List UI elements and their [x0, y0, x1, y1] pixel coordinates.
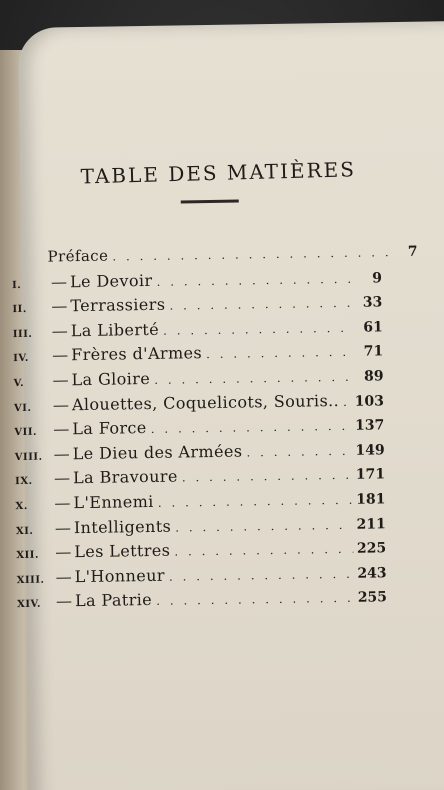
chapter-title: Intelligents	[73, 516, 172, 537]
dot-leader	[169, 296, 352, 313]
page-number: 211	[356, 515, 386, 533]
chapter-title: Terrassiers	[70, 294, 166, 316]
page-content	[11, 21, 444, 790]
chapter-numeral: XIII.	[16, 574, 45, 586]
page-number: 149	[355, 442, 385, 459]
dot-leader	[156, 591, 354, 608]
chapter-dash: —	[51, 296, 68, 316]
chapter-numeral: IX.	[15, 476, 33, 488]
chapter-dash: —	[55, 542, 72, 562]
page-number: 137	[354, 417, 385, 434]
chapter-title: La Force	[72, 418, 147, 439]
chapter-title: L'Honneur	[74, 565, 166, 586]
page-number: 103	[354, 392, 385, 410]
chapter-numeral: VI.	[13, 402, 32, 414]
toc-entry	[17, 587, 387, 617]
page-number: 243	[357, 564, 387, 582]
chapter-numeral: XII.	[16, 549, 39, 562]
dot-leader	[206, 345, 353, 361]
chapter-numeral: IV.	[13, 353, 29, 365]
dot-leader	[158, 493, 353, 510]
page-number: 7	[407, 243, 418, 260]
dot-leader	[175, 517, 353, 534]
chapter-dash: —	[53, 419, 70, 439]
book-page	[11, 21, 444, 790]
chapter-dash: —	[54, 517, 71, 538]
chapter-dash: —	[54, 493, 71, 513]
dot-leader	[112, 245, 387, 263]
chapter-title: Frères d'Armes	[70, 343, 203, 365]
page-number: 89	[363, 368, 384, 385]
page-number: 181	[356, 491, 386, 508]
chapter-numeral: XI.	[15, 525, 34, 537]
page-number: 71	[363, 343, 384, 360]
chapter-dash: —	[51, 321, 68, 341]
dot-leader	[154, 370, 354, 387]
title-rule	[181, 200, 239, 204]
page-number: 33	[362, 294, 383, 311]
chapter-numeral: VII.	[14, 426, 38, 439]
chapter-numeral: II.	[12, 304, 27, 316]
page-number: 171	[355, 466, 386, 484]
chapter-dash: —	[55, 591, 73, 611]
dot-leader	[169, 567, 354, 584]
dot-leader	[174, 542, 353, 559]
chapter-dash: —	[53, 468, 71, 488]
chapter-title: L'Ennemi	[73, 491, 154, 513]
chapter-dash: —	[52, 394, 70, 415]
chapter-title: Les Lettres	[74, 540, 171, 562]
page-title: TABLE DES MATIÈRES	[80, 157, 357, 189]
chapter-dash: —	[53, 443, 70, 464]
table-of-contents	[11, 242, 418, 617]
chapter-title: Le Devoir	[69, 270, 153, 291]
chapter-title: La Liberté	[70, 319, 160, 340]
chapter-title: La Bravoure	[72, 466, 178, 488]
chapter-title: La Patrie	[74, 590, 153, 611]
chapter-dash: —	[55, 566, 72, 587]
dot-leader	[246, 444, 351, 460]
dot-leader	[156, 271, 352, 288]
page-number: 255	[357, 589, 388, 607]
page-number: 225	[356, 540, 387, 557]
chapter-dash: —	[51, 345, 69, 365]
chapter-numeral: XIV.	[16, 599, 42, 611]
chapter-numeral: III.	[12, 328, 33, 340]
dot-leader	[343, 394, 351, 408]
page-number: 61	[363, 319, 383, 336]
chapter-dash: —	[50, 271, 68, 292]
chapter-numeral: I.	[11, 279, 22, 291]
chapter-numeral: X.	[15, 500, 28, 513]
chapter-numeral: V.	[13, 377, 25, 390]
dot-leader	[163, 321, 353, 338]
chapter-numeral: VIII.	[14, 451, 43, 463]
chapter-title: La Gloire	[71, 368, 151, 390]
chapter-dash: —	[52, 370, 69, 390]
dot-leader	[151, 419, 352, 436]
chapter-title: Le Dieu des Armées	[72, 441, 243, 463]
page-number: 9	[372, 269, 383, 287]
chapter-title: Préface	[47, 246, 109, 266]
dot-leader	[182, 468, 352, 485]
chapter-title: Alouettes, Coquelicots, Souris..	[71, 390, 340, 414]
